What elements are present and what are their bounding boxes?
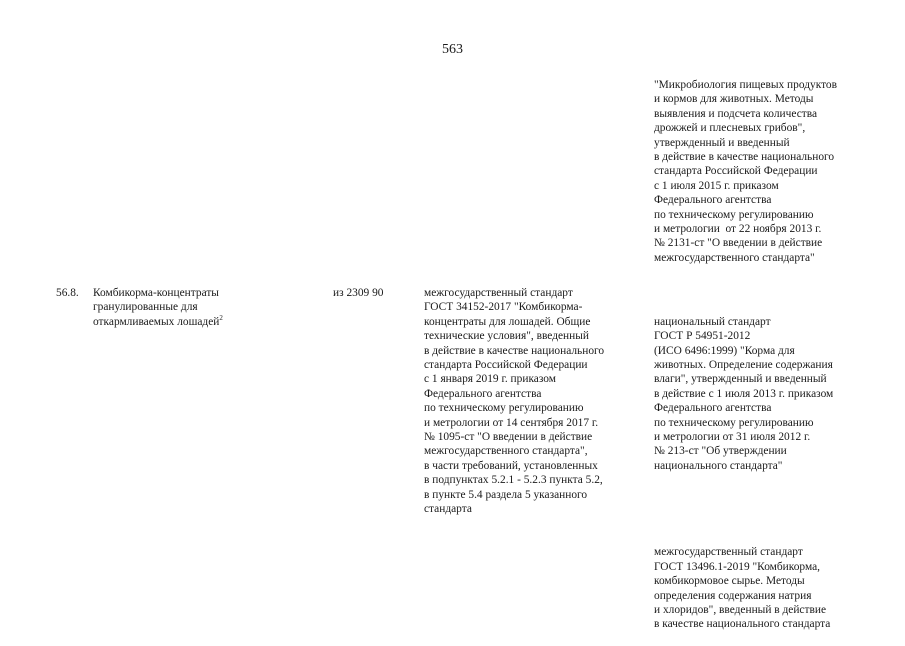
footnote-marker: 2 [219, 314, 223, 323]
methods-cell [654, 286, 833, 646]
tn-ved-code: из 2309 90 [333, 287, 384, 299]
paragraph-gap [654, 502, 833, 516]
method-standard-1: национальный стандарт ГОСТ Р 54951-2012 (ИСО 6496:1999) "Корма для животных. Определение содержания влаги", утвержденный и введенный в действие с 1 июля 2013 г. приказом Федерального агентства по техническому регулированию и метрологии от 31 июля 2012 г. № 213-ст "Об утверждении национального стандарта" [654, 315, 834, 472]
product-name-cell [93, 286, 223, 329]
requirements-standard: межгосударственный стандарт ГОСТ 34152-2017 "Комбикорма- концентраты для лошадей. Общие технические условия", введенный в действие в качестве национального стандарта Российской Федерации с 1 января 2019 г. приказом Федерального агентства по техническому регулированию и метрологии от 14 сентября 2017 г. № 1095-ст "О введении в действие межгосударственного стандарта", в части требований, установленных в подпунктах 5.2.1 - 5.2.3 пункта 5.2, в пункте 5.4 раздела 5 указанного стандарта [424, 287, 605, 516]
row-number: 56.8. [56, 287, 79, 299]
page-number: 563 [442, 42, 463, 57]
product-name: Комбикорма-концентраты гранулированные для откармливаемых лошадей [93, 287, 220, 328]
methods-continuation-text: "Микробиология пищевых продуктов и кормов для животных. Методы выявления и подсчета количества дрожжей и плесневых грибов", утвержденный и введенный в действие в качестве национального стандарта Российской Федерации с 1 июля 2015 г. приказом Федерального агентства по техническому регулированию и метрологии от 22 ноября 2013 г. № 2131-ст "О введении в действие межгосударственного стандарта" [654, 79, 837, 264]
method-standard-2: межгосударственный стандарт ГОСТ 13496.1-2019 "Комбикорма, комбикормовое сырье. Методы определения содержания натрия и хлоридов", введенный в действие в качестве национального стандарта [654, 546, 831, 631]
